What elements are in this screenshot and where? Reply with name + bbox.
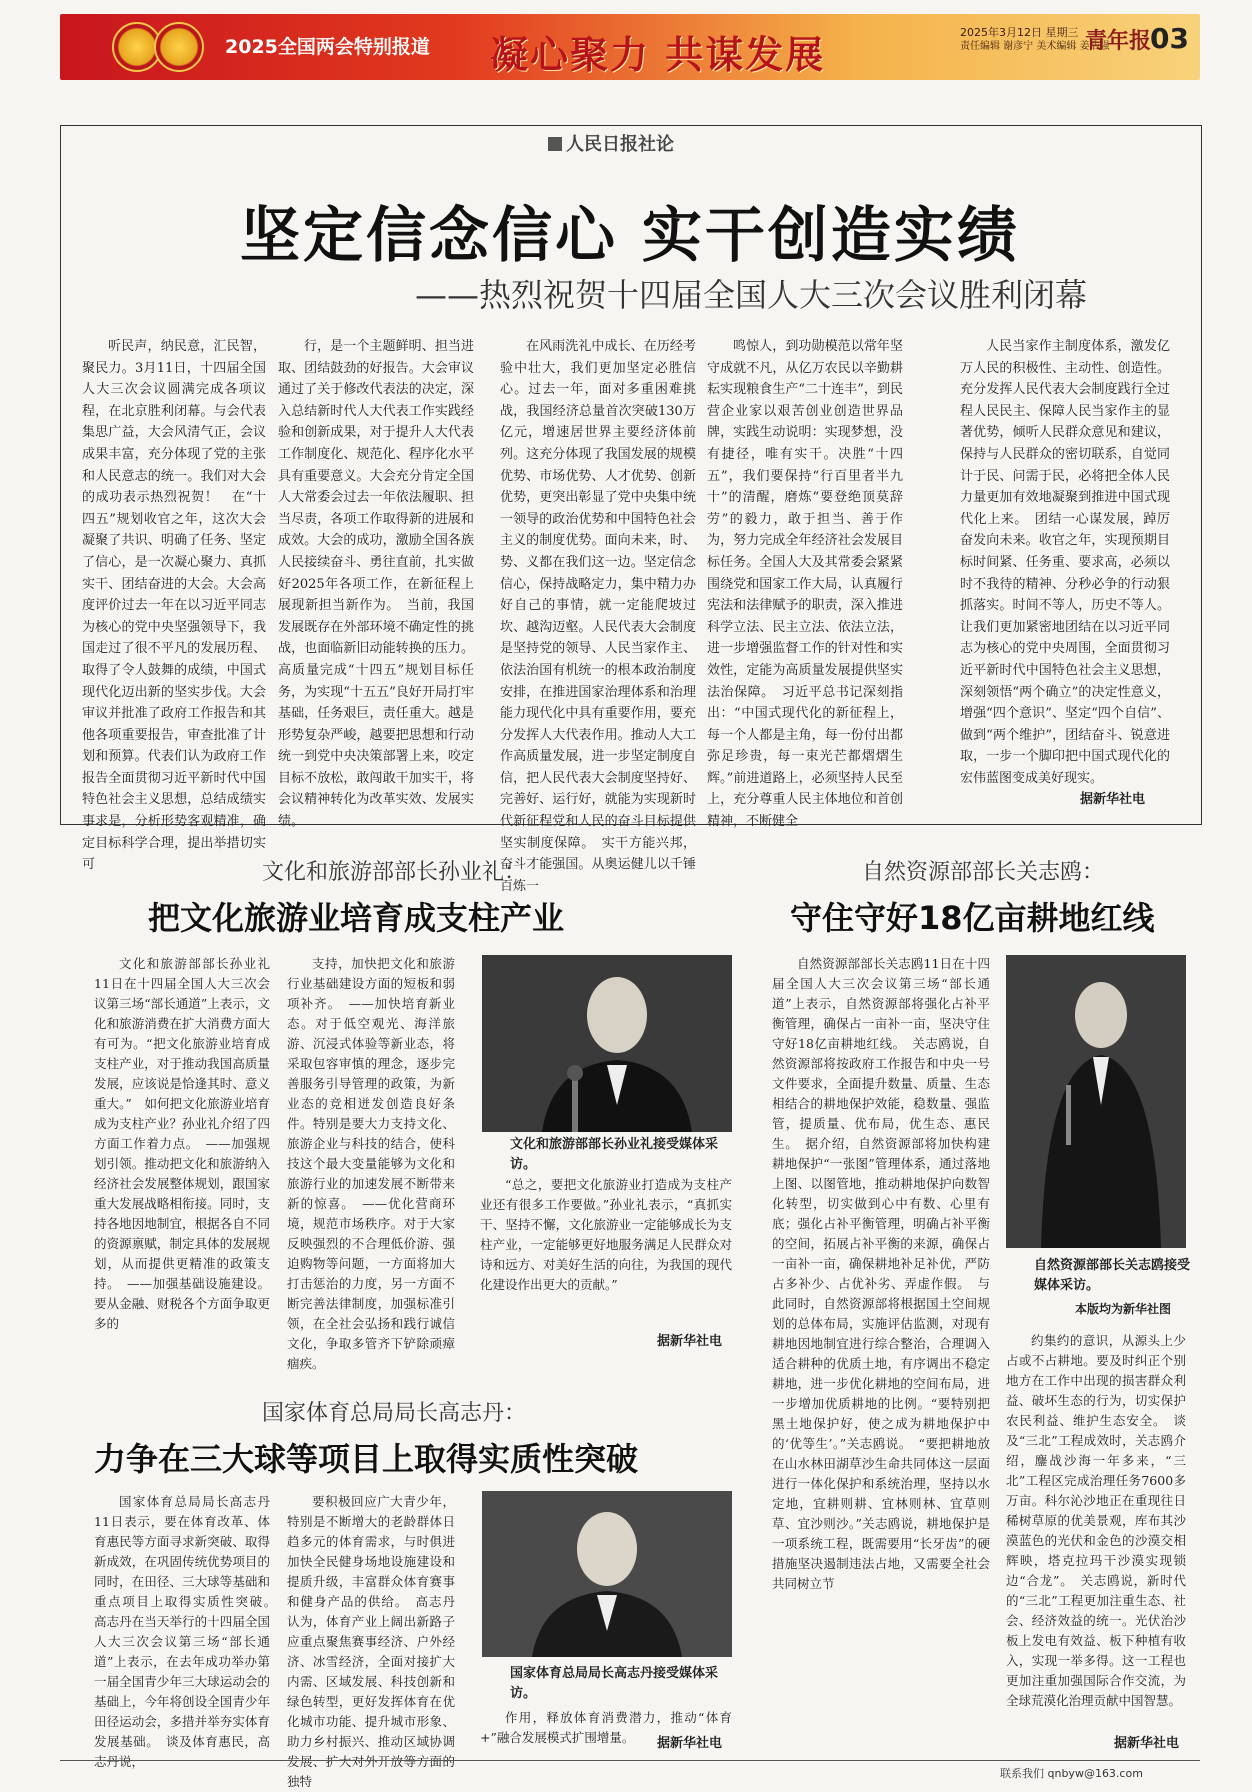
editorial-column-1	[82, 336, 266, 873]
editorial-tag-text: 人民日报社论	[566, 134, 674, 155]
culture-column-2	[287, 954, 455, 1371]
culture-text-3: “总之，要把文化旅游业打造成为支柱产业还有很多工作要做。”孙业礼表示，“真抓实干、坚持不懈，文化旅游业一定能够成长为支柱产业，一定能够更好地服务满足人民群众对诗和远方、对美好生活的向往，为我国的现代化建设作出更大的贡献。”	[480, 1177, 732, 1292]
culture-column-1	[94, 954, 270, 1354]
culture-caption: 文化和旅游部部长孙业礼接受媒体采访。	[510, 1137, 719, 1172]
land-photo-credit: 本版均为新华社图	[1075, 1302, 1172, 1316]
land-text-1: 自然资源部部长关志鸥11日在十四届全国人大三次会议第三场“部长通道”上表示，自然资源部将强化占补平衡管理，确保占一亩补一亩，坚决守住守好18亿亩耕地红线。 关志鸥说，自然资源部将按政府工作报告和中央一号文件要求，全面提升数量、质量、生态相结合的耕地保护效能，稳数量、强监管，提质量、优布局，优生态、惠民生。 据介绍，自然资源部将加快构建耕地保护“一张图”管理体系，通过落地上图、以图管地，推动耕地保护向数智化转型，切实做到心中有数、心里有底；强化占补平衡管理，明确占补平衡的空间，拓展占补平衡的来源，确保占一亩补一亩，确保耕地补足补优，严防占多补少、占优补劣、弄虚作假。 与此同时，自然资源部将根据国土空间规划的总体布局，实施评估监测，对现有耕地因地制宜进行综合整治，合理调入适合耕种的优质土地，有序调出不稳定耕地，进一步优化耕地的空间布局，进一步增加优质耕地的比例。“要特别把黑土地保护好，使之成为耕地保护中的‘优等生’。”关志鸥说。 “要把耕地放在山水林田湖草沙生命共同体这一层面进行一体化保护和系统治理，坚持以水定地，宜耕则耕、宜林则林、宜草则草、宜沙则沙。”关志鸥说，耕地保护是一项系统工程，既需要用“长牙齿”的硬措施坚决遏制违法占地，又需要全社会共同树立节	[772, 956, 990, 1591]
culture-text-2: 支持，加快把文化和旅游行业基础建设方面的短板和弱项补齐。 ——加快培育新业态。对于低空观光、海洋旅游、沉浸式体验等新业态，将采取包容审慎的理念，逐步完善服务引导管理的政策，为新业态的竞相迸发创造良好条件。特别是要大力支持文化、旅游企业与科技的结合，使科技这个最大变量能够为文化和旅游行业的加速发展不断带来新的惊喜。 ——优化营商环境，规范市场秩序。对于大家反映强烈的不合理低价游、强迫购物等问题，一方面将加大打击惩治的力度，另一方面不断完善法律制度，加强标准引领，在全社会弘扬和践行诚信文化，争取多管齐下铲除顽瘴痼疾。	[287, 956, 455, 1371]
land-column-1	[772, 954, 990, 1740]
editorial-column-3	[500, 336, 696, 894]
issue-editors: 责任编辑 谢彦宁 美术编辑 姜浩强	[960, 41, 1110, 52]
banner-label: 2025全国两会特别报道	[225, 36, 430, 58]
editorial-text-4: 鸣惊人，到功勋模范以常年坚守成就不凡，从亿万农民以辛勤耕耘实现粮食生产“二十连丰”，到民营企业家以艰苦创业创造世界品牌，实践生动说明：实现梦想，没有捷径，唯有实干。决胜“十四五”，我们要保持“行百里者半九十”的清醒，磨炼“要登绝顶莫辞劳”的毅力，敢于担当、善于作为，努力完成全年经济社会发展目标任务。全国人大及其常委会紧紧围绕党和国家工作大局，认真履行宪法和法律赋予的职责，深入推进科学立法、民主立法、依法立法，进一步增强监督工作的针对性和实效性，定能为高质量发展提供坚实法治保障。 习近平总书记深刻指出：“中国式现代化的新征程上，每一个人都是主角，每一份付出都弥足珍贵，每一束光芒都熠熠生辉。”前进道路上，必须坚持人民至上，充分尊重人民主体地位和首创精神，不断健全	[707, 339, 903, 830]
issue-info	[960, 26, 1110, 54]
culture-source: 据新华社电	[657, 1334, 723, 1349]
land-source: 据新华社电	[1114, 1736, 1180, 1751]
culture-text-1: 文化和旅游部部长孙业礼11日在十四届全国人大三次会议第三场“部长通道”上表示，文化和旅游消费在扩大消费方面大有可为。“把文化旅游业培育成支柱产业，对于推动我国高质量发展，应该说是恰逢其时、意义重大。” 如何把文化旅游业培育成为支柱产业？孙业礼介绍了四方面工作着力点。 ——加强规划引领。推动把文化和旅游纳入经济社会发展整体规划，跟国家重大发展战略相衔接。同时，支持各地因地制宜，根据各自不同的资源禀赋，制定具体的发展规划，从而提供更精准的政策支持。 ——加强基础设施建设。要从金融、财税各个方面争取更多的	[94, 956, 270, 1331]
culture-kicker: 文化和旅游部部长孙业礼：	[262, 860, 527, 885]
editorial-text-3: 在风雨洗礼中成长、在历经考验中壮大，我们更加坚定必胜信心。过去一年，面对多重困难挑战，我国经济总量首次突破130万亿元，增速居世界主要经济体前列。这充分体现了我国发展的规模优势、市场优势、人才优势、创新优势，更突出彰显了党中央集中统一领导的政治优势和中国特色社会主义的制度优势。面向未来，时、势、义都在我们这一边。坚定信念信心，保持战略定力，集中精力办好自己的事情，就一定能爬坡过坎、越沟迈壑。人民代表大会制度是坚持党的领导、人民当家作主、依法治国有机统一的根本政治制度安排，在推进国家治理体系和治理能力现代化中具有重要作用，要充分发挥人大代表作用。推动人大工作高质量发展，进一步坚定制度自信，把人民代表大会制度坚持好、完善好、运行好，就能为实现新时代新征程党和人民的奋斗目标提供坚实制度保障。 实干方能兴邦，奋斗才能强国。从奥运健儿以千锤百炼一	[500, 339, 696, 894]
paper-logo: 青年报	[1085, 28, 1152, 54]
editorial-column-5	[960, 336, 1170, 788]
editorial-column-2	[278, 336, 474, 830]
sports-text-1: 国家体育总局局长高志丹11日表示，要在体育改革、体育惠民等方面寻求新突破、取得新成效，在巩固传统优势项目的同时，在田径、三大球等基础和重点项目上取得实质性突破。 高志丹在当天举行的十四届全国人大三次会议第三场“部长通道”上表示，在去年成功举办第一届全国青少年三大球运动会的基础上，今年将创设全国青少年田径运动会，多措并举夯实体育发展基础。 谈及体育惠民，高志丹说，	[94, 1494, 283, 1769]
sports-column-1	[94, 1492, 283, 1769]
cppcc-emblem-icon	[154, 22, 204, 72]
culture-headline: 把文化旅游业培育成支柱产业	[148, 899, 565, 937]
sports-text-3: 作用，释放体育消费潜力，推动“体育+”融合发展模式扩围增量。	[480, 1710, 732, 1745]
editorial-text-2: 行，是一个主题鲜明、担当进取、团结鼓劲的好报告。大会审议通过了关于修改代表法的决定，深入总结新时代人大代表工作实践经验和创新成果，对于提升人大代表工作制度化、规范化、程序化水平具有重要意义。大会充分肯定全国人大常委会过去一年依法履职、担当尽责，各项工作取得新的进展和成效。大会的成功，激励全国各族人民接续奋斗、勇往直前，扎实做好2025年各项工作，在新征程上展现新担当新作为。 当前，我国发展既存在外部环境不确定性的挑战，也面临新旧动能转换的压力。高质量完成“十四五”规划目标任务，为实现“十五五”良好开局打牢基础，任务艰巨，责任重大。越是形势复杂严峻，越要把思想和行动统一到党中央决策部署上来，咬定目标不放松，敢闯敢干加实干，将会议精神转化为改革实效、发展实绩。	[278, 339, 474, 830]
sports-text-2: 要积极回应广大青少年，特别是不断增大的老龄群体日趋多元的体育需求，与时俱进加快全民健身场地设施建设和提质升级，丰富群众体育赛事和健身产品的供给。 高志丹认为，体育产业上阔出新路子应重点聚焦赛事经济、户外经济、冰雪经济，全面对接扩大内需、区域发展、科技创新和绿色转型，更好发挥体育在优化城市功能、提升城市形象、助力乡村振兴、推动区域协调发展、扩大对外开放等方面的独特	[287, 1494, 455, 1789]
sports-source: 据新华社电	[657, 1736, 723, 1751]
land-caption: 自然资源部部长关志鸥接受媒体采访。	[1034, 1258, 1191, 1293]
editorial-column-4	[707, 336, 903, 830]
editorial-title: 坚定信念信心 实干创造实绩	[240, 201, 1020, 271]
land-column-2	[1006, 1331, 1186, 1731]
land-headline: 守住守好18亿亩耕地红线	[790, 899, 1155, 937]
editorial-text-5: 人民当家作主制度体系，激发亿万人民的积极性、主动性、创造性。充分发挥人民代表大会制度践行全过程人民民主、保障人民当家作主的显著优势，倾听人民群众意见和建议，保持与人民群众的密切联系，自觉同计于民、问需于民，必将把全体人民力量更加有效地凝聚到推进中国式现代化上来。 团结一心谋发展，踔厉奋发向未来。收官之年，实现预期目标时间紧、任务重、要求高，必须以时不我待的精神、分秒必争的行动狠抓落实。时间不等人，历史不等人。让我们更加紧密地团结在以习近平同志为核心的党中央周围，全面贯彻习近平新时代中国特色社会主义思想，深刻领悟“两个确立”的决定性意义，增强“四个意识”、坚定“四个自信”、做到“两个维护”，团结奋斗、锐意进取，一步一个脚印把中国式现代化的宏伟蓝图变成美好现实。	[960, 339, 1170, 786]
editorial-subtitle: ——热烈祝贺十四届全国人大三次会议胜利闭幕	[415, 276, 1088, 314]
editorial-tag	[540, 130, 682, 156]
sports-photo	[482, 1491, 732, 1657]
editorial-source: 据新华社电	[1080, 792, 1146, 807]
land-kicker: 自然资源部部长关志鸥：	[862, 860, 1105, 885]
square-icon	[548, 137, 562, 151]
portrait-image	[482, 1491, 732, 1657]
culture-photo	[482, 955, 732, 1132]
banner-slogan: 凝心聚力 共谋发展	[490, 32, 826, 77]
land-text-2: 约集约的意识，从源头上少占或不占耕地。要及时纠正个别地方在工作中出现的损害群众利益、破坏生态的行为，切实保护农民利益、维护生态安全。 谈及“三北”工程成效时，关志鸥介绍，鏖战沙海一年多来，“三北”工程区完成治理任务7600多万亩。科尔沁沙地正在重现往日稀树草原的优美景观，库布其沙漠蓝色的光伏和金色的沙漠交相辉映，塔克拉玛干沙漠实现锁边“合龙”。 关志鸥说，新时代的“三北”工程更加注重生态、社会、经济效益的统一。光伏治沙板上发电有效益、板下种植有收入，实现一举多得。这一工程也更加注重加强国际合作交流，为全球荒漠化治理贡献中国智慧。	[1006, 1333, 1186, 1708]
footer-divider	[60, 1760, 1200, 1761]
portrait-image	[1006, 955, 1186, 1248]
sports-caption: 国家体育总局局长高志丹接受媒体采访。	[510, 1666, 719, 1701]
footer-contact: 联系我们 qnbyw@163.com	[1000, 1767, 1143, 1780]
emblems	[112, 22, 204, 72]
editorial-text-1: 听民声，纳民意，汇民智，聚民力。3月11日，十四届全国人大三次会议圆满完成各项议程，在北京胜利闭幕。与会代表集思广益，大会风清气正，会议成果丰富，充分体现了党的主张和人民意志的统一。我们对大会的成功表示热烈祝贺！ 在“十四五”规划收官之年，这次大会凝聚了共识、明确了任务、坚定了信心，是一次凝心聚力、真抓实干、团结奋进的大会。大会高度评价过去一年在以习近平同志为核心的党中央坚强领导下，我国走过了很不平凡的发展历程、取得了令人鼓舞的成绩，中国式现代化迈出新的坚实步伐。大会审议并批准了政府工作报告和其他各项重要报告，审查批准了计划和预算。代表们认为政府工作报告全面贯彻习近平新时代中国特色社会主义思想，总结成绩实事求是，分析形势客观精准，确定目标科学合理，提出举措切实可	[82, 339, 266, 873]
culture-column-3	[480, 1175, 732, 1323]
sports-headline: 力争在三大球等项目上取得实质性突破	[94, 1440, 639, 1478]
sports-column-2	[287, 1492, 455, 1789]
page-number: 03	[1150, 22, 1189, 55]
sports-kicker: 国家体育总局局长高志丹：	[262, 1401, 527, 1426]
issue-date: 2025年3月12日 星期三	[960, 26, 1079, 39]
land-photo	[1006, 955, 1186, 1248]
portrait-image	[482, 955, 732, 1132]
